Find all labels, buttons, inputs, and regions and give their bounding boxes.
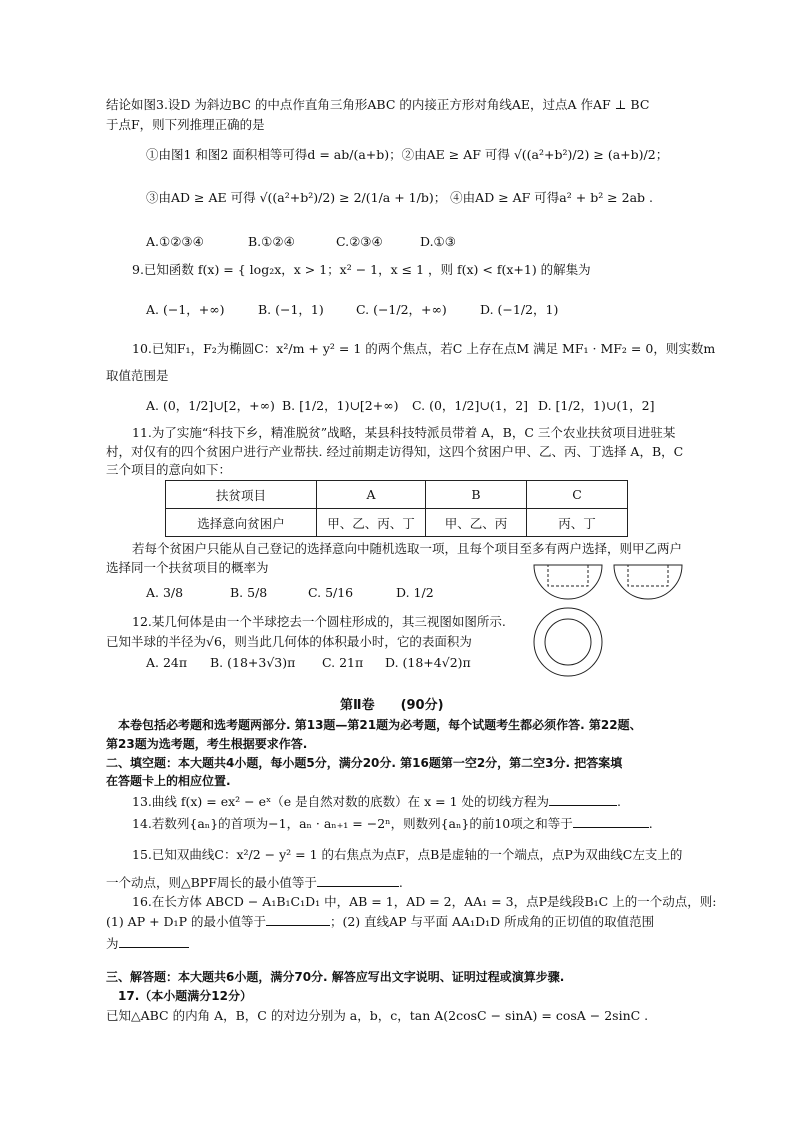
q15-text: 一个动点，则△BPF周长的最小值等于 [106,875,317,890]
q11-option-a: A. 3/8 [146,585,184,600]
q10-stem: 10.已知F₁，F₂为椭圆C：x²/m + y² = 1 的两个焦点，若C 上存在点M 满足 MF₁ · MF₂ = 0，则实数m [132,341,716,356]
intro-option-d: D.①③ [420,234,456,249]
q11-line-1: 11.为了实施“科技下乡，精准脱贫”战略，某县科技特派员带着 A，B，C 三个农业扶贫项目进驻某 [132,425,676,440]
table-cell: 甲、乙、丙 [426,509,527,537]
q11-option-c: C. 5/16 [308,585,354,600]
part2-note-2: 第23题为选考题，考生根据要求作答. [106,737,308,751]
side-view-hidden-cylinder [628,565,668,586]
q16-part2-text: ；(2) 直线AP 与平面 AA₁D₁D 所成角的正切值的取值范围 [329,914,655,929]
q11-line-5: 选择同一个扶贫项目的概率为 [106,560,269,575]
top-view-inner-circle [545,619,591,665]
q17-heading: 17.（本小题满分12分） [118,989,252,1003]
q11-option-d: D. 1/2 [396,585,434,600]
table-cell: 甲、乙、丙、丁 [317,509,426,537]
intro-option-a: A.①②③④ [146,234,204,249]
table-row [166,509,628,537]
q16-line-2 [106,913,654,930]
q15-line-1: 15.已知双曲线C：x²/2 − y² = 1 的右焦点为点F，点B是虚轴的一个端点，点P为双曲线C左支上的 [132,847,683,862]
q12-option-d: D. (18+4√2)π [385,655,471,670]
front-view-semicircle [534,565,602,599]
intro-line-1: 结论如图3.设D 为斜边BC 的中点作直角三角形ABC 的内接正方形对角线AE，过点A 作AF ⊥ BC [106,97,650,112]
table-row [166,481,628,509]
intention-table [165,480,628,537]
q10-option-b: B. [1/2，1)∪[2+∞) [282,398,399,413]
q9-option-c: C. (−1/2，+∞) [356,302,447,317]
intro-claim-1: ①由图1 和图2 面积相等可得d = ab/(a+b)；②由AE ≥ AF 可得 √((a²+b²)/2) ≥ (a+b)/2； [146,147,669,162]
q12-line-1: 12.某几何体是由一个半球挖去一个圆柱形成的，其三视图如图所示. [132,614,506,629]
q16-answer-blank-2[interactable] [119,935,189,948]
q15-line-2: 一个动点，则△BPF周长的最小值等于 . [106,875,403,890]
intro-option-c: C.②③④ [336,234,383,249]
table-header-cell: C [527,481,628,509]
q13-line: 13.曲线 f(x) = ex² − eˣ（e 是自然对数的底数）在 x = 1 处的切线方程为 . [132,794,622,809]
section2-heading-2: 在答题卡上的相应位置. [106,774,231,788]
q16-wei: 为 [106,936,119,951]
q14-line: 14.若数列{aₙ}的首项为−1，aₙ · aₙ₊₁ = −2ⁿ，则数列{aₙ}的前10项之和等于 . [132,816,653,831]
q11-option-b: B. 5/8 [230,585,268,600]
part2-note-1: 本卷包括必考题和选考题两部分. 第13题—第21题为必考题，每个试题考生都必须作答. 第22题、 [118,718,642,732]
q14-text: 14.若数列{aₙ}的首项为−1，aₙ · aₙ₊₁ = −2ⁿ，则数列{aₙ}的前10项之和等于 [132,816,573,831]
q14-answer-blank[interactable] [573,815,649,828]
top-view-outer-circle [534,608,602,676]
table-cell: 选择意向贫困户 [166,509,317,537]
intro-claim-2: ③由AD ≥ AE 可得 √((a²+b²)/2) ≥ 2/(1/a + 1/b)； ④由AD ≥ AF 可得a² + b² ≥ 2ab . [146,190,653,205]
q15-answer-blank[interactable] [317,874,399,887]
q10-option-c: C. (0，1/2]∪(1，2] [412,398,529,413]
q16-answer-blank-1[interactable] [266,913,330,926]
part2-title: 第Ⅱ卷 (90分) [340,698,444,713]
section2-heading-1: 二、填空题：本大题共4小题，每小题5分，满分20分. 第16题第一空2分，第二空3分. 把答案填 [106,756,623,770]
side-view-semicircle [614,565,682,599]
q10-option-a: A. (0，1/2]∪[2，+∞) [146,398,275,413]
section3-heading: 三、解答题：本大题共6小题，满分70分. 解答应写出文字说明、证明过程或演算步骤. [106,970,565,984]
q12-line-2: 已知半球的半径为√6，则当此几何体的体积最小时，它的表面积为 [106,634,472,649]
q11-line-4: 若每个贫困户只能从自己登记的选择意向中随机选取一项，且每个项目至多有两户选择，则甲乙两户 [132,541,683,556]
q12-option-a: A. 24π [146,655,188,670]
q10-option-d: D. [1/2，1)∪(1，2] [538,398,655,413]
q11-line-2: 村，对仅有的四个贫困户进行产业帮扶. 经过前期走访得知，这四个贫困户甲、乙、丙、丁选择 A，B，C [106,444,684,459]
q9-option-d: D. (−1/2，1) [480,302,559,317]
q9-option-b: B. (−1，1) [258,302,324,317]
q13-text: 13.曲线 f(x) = ex² − eˣ（e 是自然对数的底数）在 x = 1 处的切线方程为 [132,794,550,809]
q11-line-3: 三个项目的意向如下： [106,462,232,477]
three-view-figure [530,560,690,700]
q9-stem: 9.已知函数 f(x) = { log₂x，x > 1；x² − 1，x ≤ 1 ，则 f(x) < f(x+1) 的解集为 [132,262,591,277]
q9-option-a: A. (−1，+∞) [146,302,225,317]
q17-stem: 已知△ABC 的内角 A，B，C 的对边分别为 a，b，c，tan A(2cosC − sinA) = cosA − 2sinC . [106,1008,649,1023]
q10-line-2: 取值范围是 [106,368,169,383]
table-header-cell: A [317,481,426,509]
q12-option-c: C. 21π [322,655,364,670]
front-view-hidden-cylinder [548,565,588,586]
table-cell: 丙、丁 [527,509,628,537]
table-header-cell: 扶贫项目 [166,481,317,509]
intro-line-2: 于点F，则下列推理正确的是 [106,117,265,132]
q16-line-3 [106,935,189,952]
q16-line-1: 16.在长方体 ABCD − A₁B₁C₁D₁ 中，AB = 1，AD = 2，AA₁ = 3，点P是线段B₁C 上的一个动点，则: [132,894,717,909]
q16-part1-text: (1) AP + D₁P 的最小值等于 [106,914,266,929]
intro-option-b: B.①②④ [248,234,295,249]
q13-answer-blank[interactable] [549,793,617,806]
table-header-cell: B [426,481,527,509]
q12-option-b: B. (18+3√3)π [210,655,296,670]
